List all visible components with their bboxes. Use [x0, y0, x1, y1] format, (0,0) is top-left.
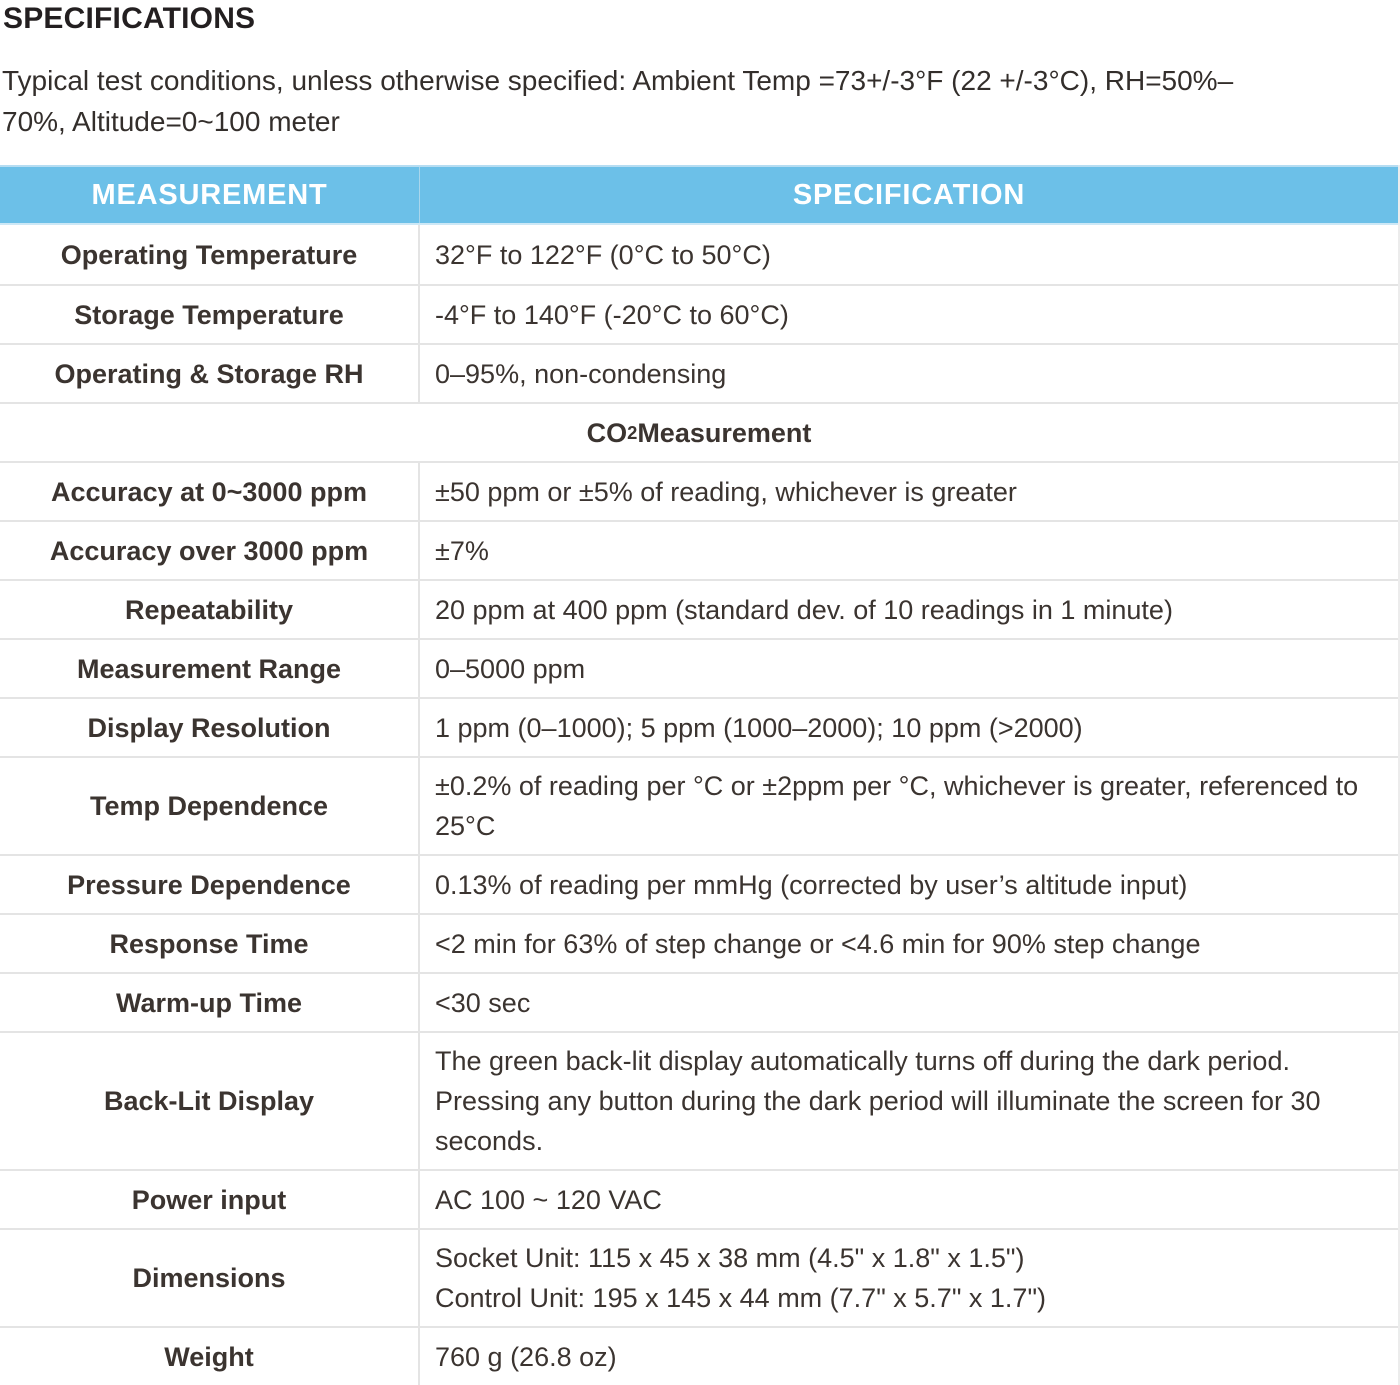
specification-line: ±0.2% of reading per °C or ±2ppm per °C, whichever is greater, referenced to 25°C — [435, 771, 1359, 841]
table-row — [0, 697, 1398, 756]
measurement-cell: Display Resolution — [0, 699, 420, 756]
specification-line: Control Unit: 195 x 145 x 44 mm (7.7" x 5.7" x 1.7") — [435, 1283, 1047, 1313]
specification-cell — [420, 640, 1398, 697]
page-title: SPECIFICATIONS — [3, 2, 256, 35]
measurement-cell: Storage Temperature — [0, 286, 420, 343]
measurement-cell: Accuracy at 0~3000 ppm — [0, 463, 420, 520]
table-header-row — [0, 165, 1398, 225]
measurement-cell: Repeatability — [0, 581, 420, 638]
specification-cell — [420, 522, 1398, 579]
specification-cell — [420, 463, 1398, 520]
specification-cell — [420, 1171, 1398, 1228]
measurement-cell: Operating Temperature — [0, 225, 420, 284]
table-row — [0, 520, 1398, 579]
header-measurement: MEASUREMENT — [0, 167, 420, 223]
table-row — [0, 1326, 1398, 1385]
measurement-cell: Operating & Storage RH — [0, 345, 420, 402]
measurement-cell: Pressure Dependence — [0, 856, 420, 913]
specification-cell — [420, 225, 1398, 284]
table-row — [0, 1169, 1398, 1228]
specification-line: ±50 ppm or ±5% of reading, whichever is greater — [435, 476, 1017, 507]
measurement-cell: Warm-up Time — [0, 974, 420, 1031]
specification-line: 1 ppm (0–1000); 5 ppm (1000–2000); 10 ppm (>2000) — [435, 712, 1083, 743]
specification-line: 20 ppm at 400 ppm (standard dev. of 10 readings in 1 minute) — [435, 594, 1173, 625]
specification-cell — [420, 1033, 1398, 1169]
measurement-cell: Weight — [0, 1328, 420, 1385]
specification-cell — [420, 286, 1398, 343]
specification-cell — [420, 974, 1398, 1031]
specification-cell — [420, 581, 1398, 638]
measurement-cell: Response Time — [0, 915, 420, 972]
table-row — [0, 461, 1398, 520]
specification-line: ±7% — [435, 535, 489, 566]
specification-cell — [420, 1230, 1398, 1326]
intro-text: Typical test conditions, unless otherwise specified: Ambient Temp =73+/-3°F (22 +/-3°C), RH=50%–70%, Altitude=0~100 meter — [2, 65, 1234, 137]
specification-line: <30 sec — [435, 987, 531, 1018]
specification-line: 32°F to 122°F (0°C to 50°C) — [435, 239, 771, 270]
specification-cell — [420, 856, 1398, 913]
measurement-cell: Power input — [0, 1171, 420, 1228]
specification-line: Socket Unit: 115 x 45 x 38 mm (4.5" x 1.8" x 1.5") — [435, 1243, 1025, 1273]
table-row — [0, 225, 1398, 284]
measurement-cell: Accuracy over 3000 ppm — [0, 522, 420, 579]
section-title: CO $_2$ Measurement — [586, 417, 812, 448]
section-row — [0, 402, 1398, 461]
specification-line: 0–5000 ppm — [435, 653, 586, 684]
specification-cell — [420, 1328, 1398, 1385]
specification-line: The green back-lit display automatically turns off during the dark period. Pressing any button during the dark period will illuminate the screen for 30 seconds. — [435, 1046, 1321, 1156]
table-row — [0, 343, 1398, 402]
specification-line: 760 g (26.8 oz) — [435, 1341, 617, 1372]
specification-cell — [420, 345, 1398, 402]
table-row — [0, 1228, 1398, 1326]
table-body — [0, 225, 1398, 1385]
table-row — [0, 972, 1398, 1031]
measurement-cell: Dimensions — [0, 1230, 420, 1326]
table-row — [0, 579, 1398, 638]
specification-line: 0–95%, non-condensing — [435, 358, 727, 389]
header-specification: SPECIFICATION — [792, 178, 1026, 211]
specification-cell — [420, 699, 1398, 756]
specification-line: 0.13% of reading per mmHg (corrected by user’s altitude input) — [435, 869, 1188, 900]
specification-line: <2 min for 63% of step change or <4.6 min for 90% step change — [435, 928, 1201, 959]
measurement-cell: Temp Dependence — [0, 758, 420, 854]
specification-line: AC 100 ~ 120 VAC — [435, 1184, 662, 1215]
specification-line: -4°F to 140°F (-20°C to 60°C) — [435, 299, 789, 330]
table-row — [0, 638, 1398, 697]
measurement-cell: Measurement Range — [0, 640, 420, 697]
measurement-cell: Back-Lit Display — [0, 1033, 420, 1169]
spec-table — [0, 165, 1400, 1385]
table-row — [0, 913, 1398, 972]
table-row — [0, 756, 1398, 854]
table-row — [0, 284, 1398, 343]
specification-cell — [420, 758, 1398, 854]
table-row — [0, 854, 1398, 913]
specification-cell — [420, 915, 1398, 972]
table-row — [0, 1031, 1398, 1169]
